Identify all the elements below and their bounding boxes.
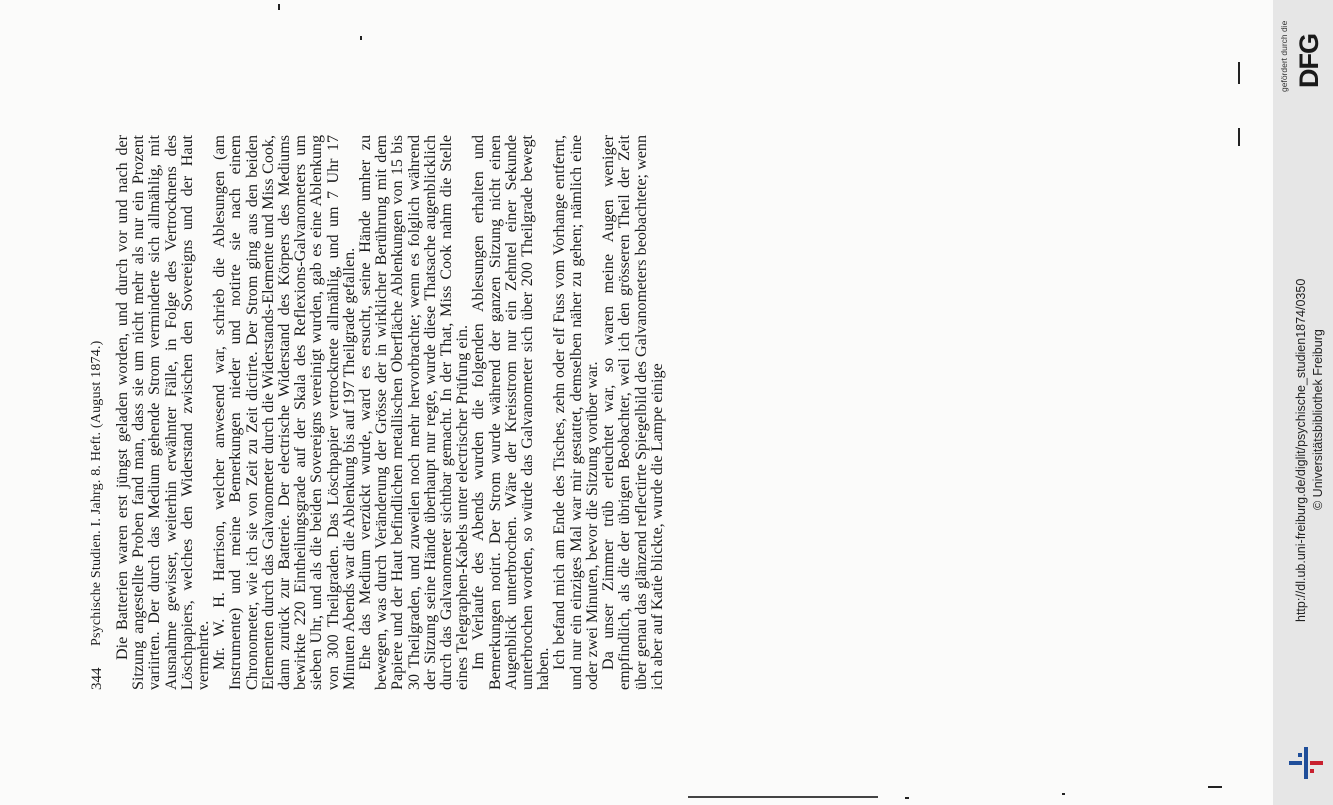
scan-artifact (1238, 128, 1240, 146)
paragraph: Ehe das Medium verzückt wurde, ward es ersucht, seine Hände umher zu bewegen, was durch Veränderung der Grösse der in wirklicher Berührung mit dem Papiere und der Haut befindlichen metallischen Oberfläche Ablenkungen von 15 bis 30 Theilgraden, und zuweilen noch mehr hervorbrachte; wenn es folglich während der Sitzung seine Hände überhaupt nur regte, wurde diese Thatsache augenblicklich durch das Galvanometer sichtbar gemacht. In der That, Miss Cook nahm die Stelle eines Telegraphen-Kabels unter electrischer Prüfung ein. (357, 135, 472, 690)
scan-artifact (688, 796, 878, 798)
scan-artifact (1208, 786, 1222, 788)
dfg-logo: DFG (1294, 34, 1324, 88)
running-head (85, 130, 109, 690)
funded-by-label: gefördert durch die (1279, 20, 1289, 92)
paragraph: Im Verlaufe des Abends wurden die folgenden Ablesungen erhalten und Bemerkungen notirt. Der Strom wurde während der ganzen Sitzung nicht einen Augenblick unterbrochen. Wäre der Kreisstrom nur ein Zehntel einer Sekunde unterbrochen worden, so würde das Galvanometer sich über 200 Theilgrade bewegt haben. (470, 135, 553, 690)
paragraph: Da unser Zimmer trüb erleuchtet war, so waren meine Augen weniger empfindlich, als die der übrigen Beobachter, weil ich den grösseren Theil der Zeit über genau das glänzend reflectirte Spiegelbild des Galvanometers beobachtete; wenn ich aber auf Katie blickte, wurde die Lampe einige (600, 135, 666, 690)
header-title: Psychische Studien. I. Jahrg. 8. Heft. (August 1874.) (89, 340, 104, 646)
scan-artifact (905, 797, 909, 799)
copyright-notice: © Universitätsbibliothek Freiburg (1311, 329, 1325, 510)
scan-artifact (360, 36, 362, 40)
paragraph: Mr. W. H. Harrison, welcher anwesend war, schrieb die Ablesungen (am Instrumente) und meine Bemerkungen nieder und notirte sie nach einem Chronometer, wie ich sie von Zeit zu Zeit dictirte. Der Strom ging aus den beiden Elementen durch das Galvanometer durch die Widerstands-Elemente und Miss Cook, dann zurück zur Batterie. Der electrische Widerstand des Körpers des Mediums bewirkte 220 Eintheilungsgrade auf der Skala des Reflexions-Galvanometers um sieben Uhr, und als die beiden Sovereigns vereinigt wurden, gab es eine Ablenkung von 300 Theilgraden. Das Löschpapier vertrocknete allmählig, und um 7 Uhr 17 Minuten Abends war die Ablenkung bis auf 197 Theilgrade gefallen. (211, 135, 358, 690)
document-page (85, 100, 1085, 690)
scan-artifact (278, 4, 280, 10)
scan-artifact (1062, 793, 1065, 795)
source-url-link[interactable]: http://dl.ub.uni-freiburg.de/diglit/psychische_studien1874/0350 (1294, 278, 1308, 622)
paragraph: Die Batterien waren erst jüngst geladen worden, und durch vor und nach der Sitzung angestellte Proben fand man, dass sie um nicht mehr als nur ein Prozent variirten. Der durch das Medium gehende Strom verminderte sich allmählig, mit Ausnahme gewisser, weiterhin erwähnter Fälle, in Folge des Vertrocknens des Löschpapiers, welches den Widerstand zwischen den Sovereigns und der Haut vermehrte. (114, 135, 213, 690)
scan-artifact (1238, 62, 1240, 84)
paragraph: Ich befand mich am Ende des Tisches, zehn oder elf Fuss vom Vorhange entfernt, und nur ein einziges Mal war mir gestattet, demselben näher zu gehen; nämlich eine oder zwei Minuten, bevor die Sitzung vorüber war. (551, 135, 601, 690)
ub-freiburg-logo-icon (1285, 742, 1327, 784)
page-number: 344 (89, 667, 105, 690)
body-text (115, 135, 666, 690)
